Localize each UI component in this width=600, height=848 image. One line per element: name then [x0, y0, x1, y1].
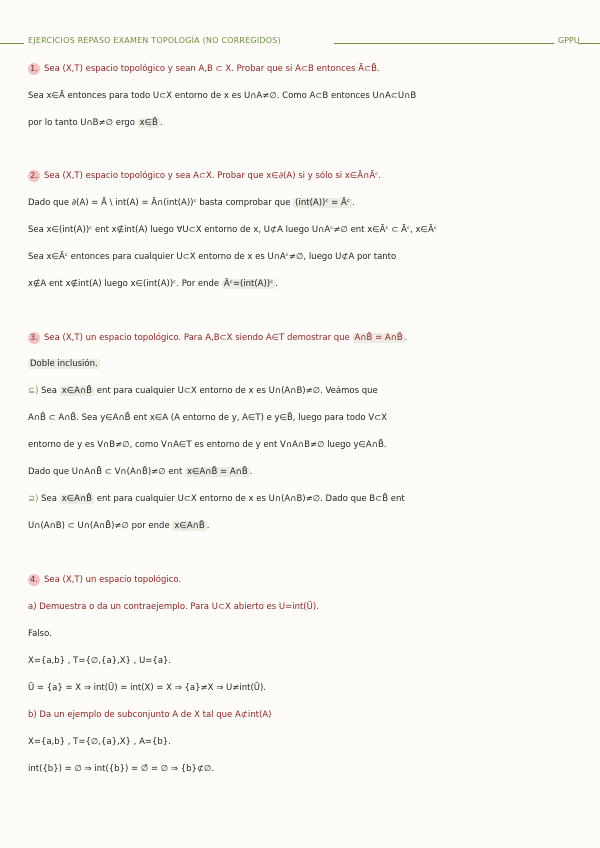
ex1-statement [28, 63, 380, 75]
ex3-p4-hl: x∈A∩B̄ = A∩B̄ [187, 467, 248, 477]
ex3-p4-text: Dado que U∩A∩B̄ ⊂ V∩(A∩B̄)≠∅ ent [28, 467, 186, 477]
ex2-line-4 [28, 278, 278, 290]
ex4-statement-text: Sea (X,T) un espacio topológico. [44, 575, 182, 585]
ex3-q1-hl: x∈A∩B̄ [61, 494, 93, 504]
ex4-a-line-1: X={a,b} , T={∅,{a},X} , U={a}. [28, 656, 172, 666]
author-tag: GPPU [558, 36, 580, 45]
ex3-subset-mark: ⊆) [28, 386, 39, 396]
ex4-a-line-2: Ū = {a} = X ⇒ int(Ū) = int(X) = X ⇒ {a}≠X ⇒ U≠int(Ū). [28, 683, 266, 693]
ex2-line-1-end: . [351, 198, 355, 208]
ex3-statement-end: . [404, 333, 408, 343]
ex1-statement-text: Sea (X,T) espacio topológico y sean A,B ⊂ X. Probar que si A⊂B entonces Ā⊂B̄. [44, 64, 380, 74]
ex2-key-identity: (int(A))ᶜ = Āᶜ [295, 198, 350, 208]
ex2-line-4-text: x∉A ent x∉int(A) luego x∈(int(A))ᶜ. Por ende [28, 279, 222, 289]
ex3-q1-a: Sea [41, 494, 60, 504]
ex4-b-line-1: X={a,b} , T={∅,{a},X} , A={b}. [28, 737, 171, 747]
ex4-b-statement: b) Da un ejemplo de subconjunto A de X tal que A⊄int(A) [28, 710, 272, 720]
ex3-goal: A∩B̄ = A∩B̄ [354, 333, 403, 343]
ex3-statement [28, 332, 407, 344]
ex3-subtitle-text: Doble inclusión. [30, 359, 98, 369]
ex3-q2-hl: x∈A∩B̄ [174, 521, 205, 531]
ex1-number-badge: 1. [28, 63, 40, 75]
ex1-line-2-end: . [159, 118, 163, 128]
ex3-p1-b: ent para cualquier U⊂X entorno de x es U∩(A∩B)≠∅. Veámos que [94, 386, 378, 396]
ex2-statement-text: Sea (X,T) espacio topológico y sea A⊂X. Probar que x∈∂(A) si y sólo si x∈Ā∩Āᶜ. [44, 171, 381, 181]
ex2-line-1-text: Dado que ∂(A) = Ā \ int(A) = Ā∩(int(A))ᶜ basta comprobar que [28, 198, 294, 208]
header-rule-left [0, 43, 24, 44]
ex3-number-badge: 3. [28, 332, 40, 344]
ex3-p4-end: . [249, 467, 253, 477]
ex1-line-2 [28, 117, 163, 129]
ex2-line-3: Sea x∈Āᶜ entonces para cualquier U⊂X entorno de x es U∩Aᶜ≠∅, luego U⊄A por tanto [28, 252, 397, 262]
ex4-number-badge: 4. [28, 574, 40, 586]
ex4-a-statement: a) Demuestra o da un contraejemplo. Para U⊂X abierto es U=int(Ū). [28, 602, 319, 612]
page-header [0, 34, 600, 50]
ex3-part2-line-1 [28, 493, 405, 505]
ex3-statement-text: Sea (X,T) un espacio topológico. Para A,B⊂X siendo A∈T demostrar que [44, 333, 353, 343]
ex2-statement [28, 170, 381, 182]
ex2-line-4-end: . [275, 279, 278, 289]
header-rule-right [334, 43, 554, 44]
ex2-line-1 [28, 197, 355, 209]
ex3-part1-line-3: entorno de y es V∩B≠∅, como V∩A∈T es entorno de y ent V∩A∩B≠∅ luego y∈A∩B̄. [28, 440, 387, 450]
ex3-subtitle [28, 358, 100, 370]
ex1-line-1: Sea x∈Ā entonces para todo U⊂X entorno de x es U∩A≠∅. Como A⊂B entonces U∩A⊂U∩B [28, 91, 417, 101]
ex3-p1-a: Sea [41, 386, 60, 396]
ex4-a-answer: Falso. [28, 629, 52, 639]
ex3-part1-line-2: A∩B̄ ⊂ A∩B̄. Sea y∈A∩B̄ ent x∈A (A entorno de y, A∈T) e y∈B̄, luego para todo V⊂X [28, 413, 388, 423]
ex3-q2-text: U∩(A∩B) ⊂ U∩(A∩B̄)≠∅ por ende [28, 521, 173, 531]
page-title: EJERCICIOS REPASO EXAMEN TOPOLOGÍA (NO CORREGIDOS) [28, 36, 281, 45]
ex3-q1-b: ent para cualquier U⊂X entorno de x es U∩(A∩B)≠∅. Dado que B⊂B̄ ent [94, 494, 405, 504]
ex3-q2-end: . [206, 521, 210, 531]
ex2-line-2: Sea x∈(int(A))ᶜ ent x∉int(A) luego ∀U⊂X entorno de x, U⊄A luego U∩Aᶜ≠∅ ent x∈Āᶜ ⊂ Āᶜ, x∈Āᶜ [28, 225, 437, 235]
ex3-p1-hl: x∈A∩B̄ [61, 386, 93, 396]
ex1-conclusion: x∈B̄ [139, 118, 158, 128]
ex3-part1-line-1 [28, 385, 378, 397]
ex2-number-badge: 2. [28, 170, 40, 182]
ex3-part1-line-4 [28, 466, 252, 478]
ex2-conclusion: Āᶜ=(int(A))ᶜ [223, 279, 274, 289]
ex1-line-2-text: por lo tanto U∩B≠∅ ergo [28, 118, 138, 128]
ex3-part2-line-2 [28, 520, 209, 532]
header-rule-end [578, 43, 600, 44]
ex3-superset-mark: ⊇) [28, 494, 39, 504]
ex4-b-line-2: int({b}) = ∅ ⇒ int({b}) = ∅̄ = ∅ ⇒ {b}⊄∅. [28, 764, 215, 774]
ex4-statement [28, 574, 181, 586]
